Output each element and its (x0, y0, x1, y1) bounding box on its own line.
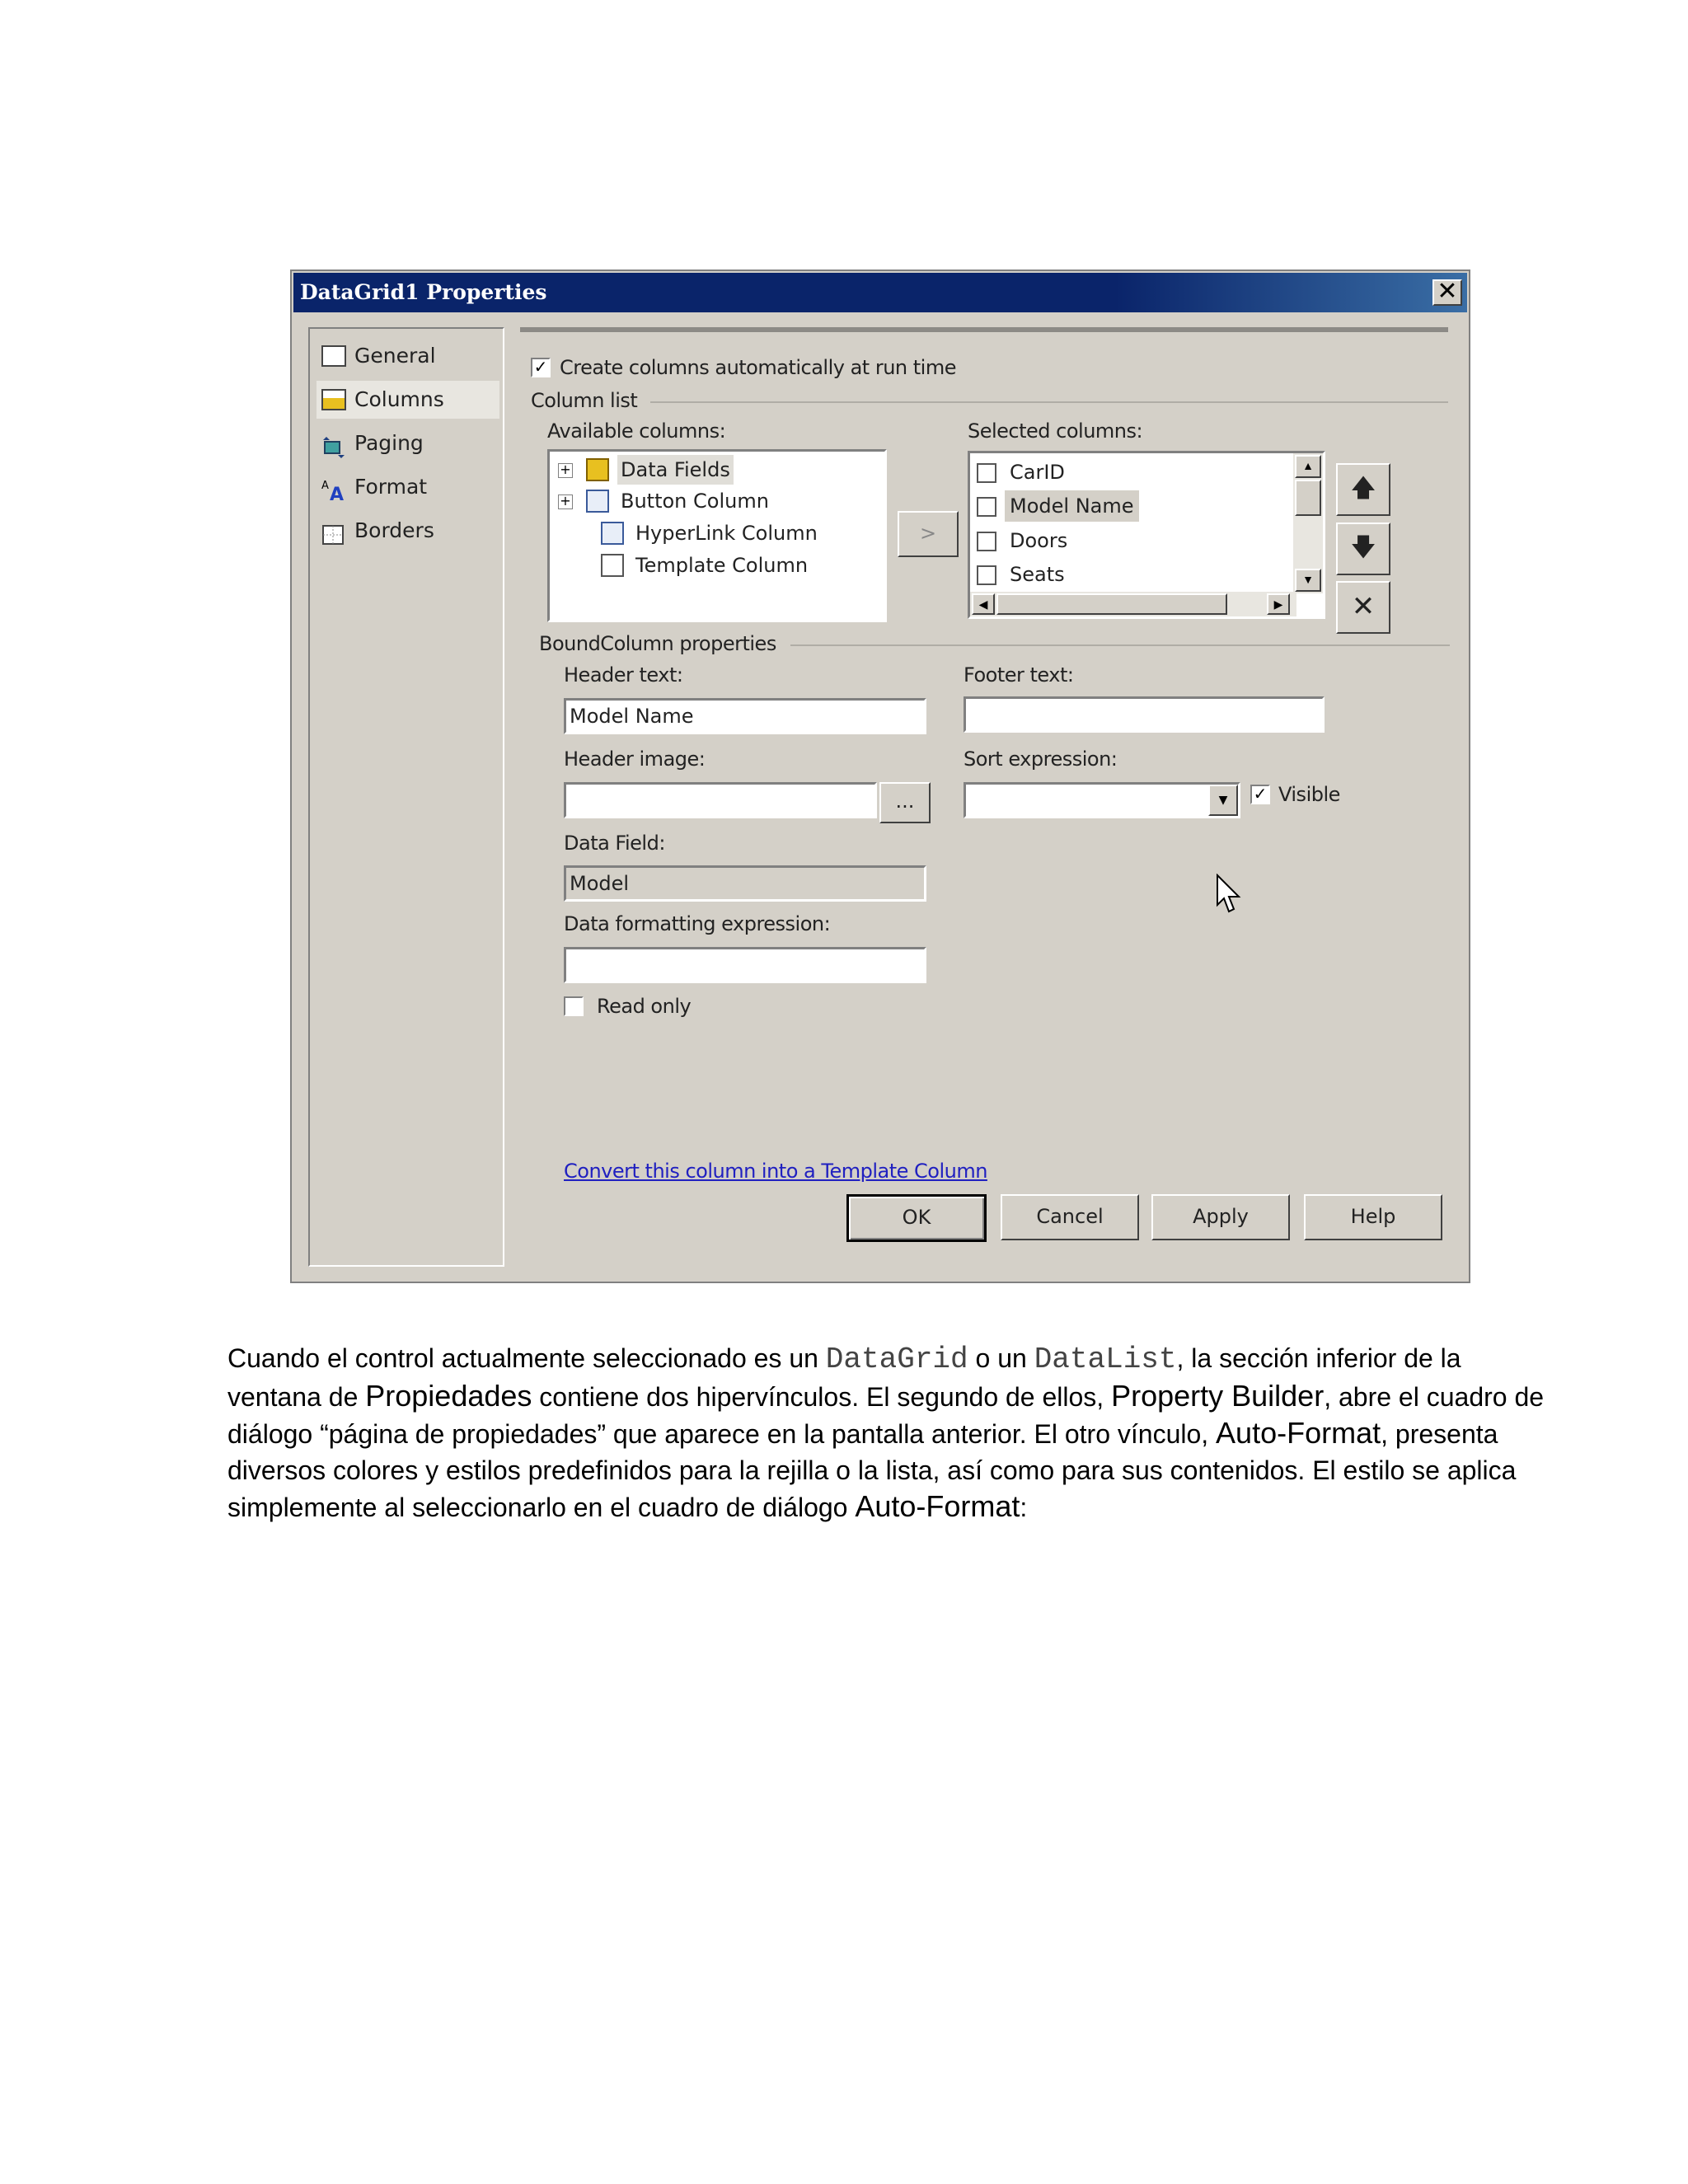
svg-text:A: A (330, 485, 345, 502)
template-column-icon (601, 554, 624, 577)
button-column-icon (586, 490, 609, 513)
available-columns-label: Available columns: (547, 419, 726, 443)
page-nav (308, 327, 504, 1267)
hyperlink-column-icon (601, 522, 624, 545)
close-button[interactable]: ✕ (1432, 279, 1462, 306)
scroll-down-icon[interactable]: ▼ (1295, 569, 1321, 592)
nav-item-paging[interactable]: Paging (316, 424, 499, 462)
expand-icon[interactable]: + (558, 494, 573, 509)
convert-template-link[interactable]: Convert this column into a Template Column (564, 1160, 987, 1183)
selected-columns-label: Selected columns: (968, 419, 1143, 443)
visible-label: Visible (1278, 783, 1340, 806)
dropdown-arrow-icon[interactable]: ▼ (1208, 785, 1238, 816)
format-icon (321, 476, 346, 502)
header-image-field[interactable] (564, 782, 877, 818)
header-text-field[interactable]: Model Name (564, 698, 926, 734)
horizontal-scrollbar[interactable] (970, 592, 1296, 616)
cancel-button[interactable]: Cancel (1001, 1194, 1139, 1240)
move-up-button[interactable]: 🡅 (1336, 463, 1390, 516)
column-icon (977, 565, 996, 585)
scroll-thumb[interactable] (1295, 480, 1321, 516)
nav-item-general[interactable]: General (316, 337, 499, 375)
add-column-button[interactable]: > (898, 511, 959, 557)
expand-icon[interactable]: + (558, 463, 573, 478)
columns-panel (518, 327, 1458, 1271)
available-columns-tree[interactable]: + Data Fields + Button Column HyperLink Column Template Column (547, 449, 887, 622)
scroll-left-icon[interactable]: ◀ (972, 593, 995, 615)
properties-dialog (290, 269, 1470, 1283)
dialog-titlebar (293, 273, 1467, 312)
format-expression-field[interactable] (564, 947, 926, 983)
column-icon (977, 463, 996, 483)
header-text-label: Header text: (564, 663, 683, 687)
column-list-divider (650, 401, 1448, 403)
ok-button[interactable]: OK (846, 1194, 987, 1242)
column-icon (977, 532, 996, 551)
scroll-thumb[interactable] (996, 593, 1227, 615)
bound-column-divider (790, 644, 1450, 646)
footer-text-field[interactable] (964, 696, 1325, 733)
vertical-scrollbar[interactable] (1293, 453, 1323, 593)
sort-expression-label: Sort expression: (964, 748, 1118, 771)
mouse-pointer-icon (1216, 874, 1244, 915)
borders-icon (321, 520, 346, 541)
selected-columns-list[interactable]: CarID Model Name Doors Seats ▲ ▼ ◀ ▶ (968, 451, 1325, 619)
format-expression-label: Data formatting expression: (564, 912, 831, 935)
sort-expression-select[interactable] (964, 782, 1240, 818)
data-field-field: Model (564, 865, 926, 902)
auto-columns-checkbox[interactable]: ✓ (531, 358, 551, 377)
columns-icon (321, 389, 346, 410)
read-only-checkbox[interactable] (564, 996, 584, 1016)
panel-header-bar (520, 327, 1448, 332)
bound-column-group-label: BoundColumn properties (539, 632, 776, 655)
scroll-right-icon[interactable]: ▶ (1267, 593, 1290, 615)
column-list-label: Column list (531, 389, 638, 412)
caption-paragraph: Cuando el control actualmente seleccionado es un DataGrid o un DataList, la sección inferior de la ventana de Propiedades contiene dos hipervínculos. El segundo de ellos, Property Builder, abre el cuadro de diálogo “página de propiedades” que aparece en la pantalla anterior. El otro vínculo, Auto-Format, presenta diversos colores y estilos predefinidos para la rejilla o la lista, así como para sus contenidos. El estilo se aplica simplemente al seleccionarlo en el cuadro de diálogo Auto-Format: (227, 1343, 1545, 1523)
auto-columns-label: Create columns automatically at run time (560, 356, 956, 379)
nav-item-borders[interactable]: Borders (316, 512, 499, 550)
data-fields-icon (586, 458, 609, 481)
nav-item-columns[interactable]: Columns (316, 381, 499, 419)
visible-checkbox[interactable]: ✓ (1250, 785, 1270, 804)
footer-text-label: Footer text: (964, 663, 1074, 687)
move-down-button[interactable]: 🡇 (1336, 523, 1390, 575)
scroll-up-icon[interactable]: ▲ (1295, 455, 1321, 478)
column-icon (977, 497, 996, 517)
dialog-title: DataGrid1 Properties (300, 280, 547, 304)
header-image-label: Header image: (564, 748, 706, 771)
paging-icon (321, 433, 346, 454)
data-field-label: Data Field: (564, 832, 665, 855)
browse-button[interactable]: ... (879, 782, 931, 823)
help-button[interactable]: Help (1304, 1194, 1442, 1240)
read-only-label: Read only (597, 995, 692, 1018)
delete-column-button[interactable]: ✕ (1336, 581, 1390, 634)
general-icon (321, 345, 346, 367)
svg-text:A: A (321, 480, 329, 492)
apply-button[interactable]: Apply (1151, 1194, 1290, 1240)
nav-item-format[interactable]: A A Format (316, 468, 499, 506)
